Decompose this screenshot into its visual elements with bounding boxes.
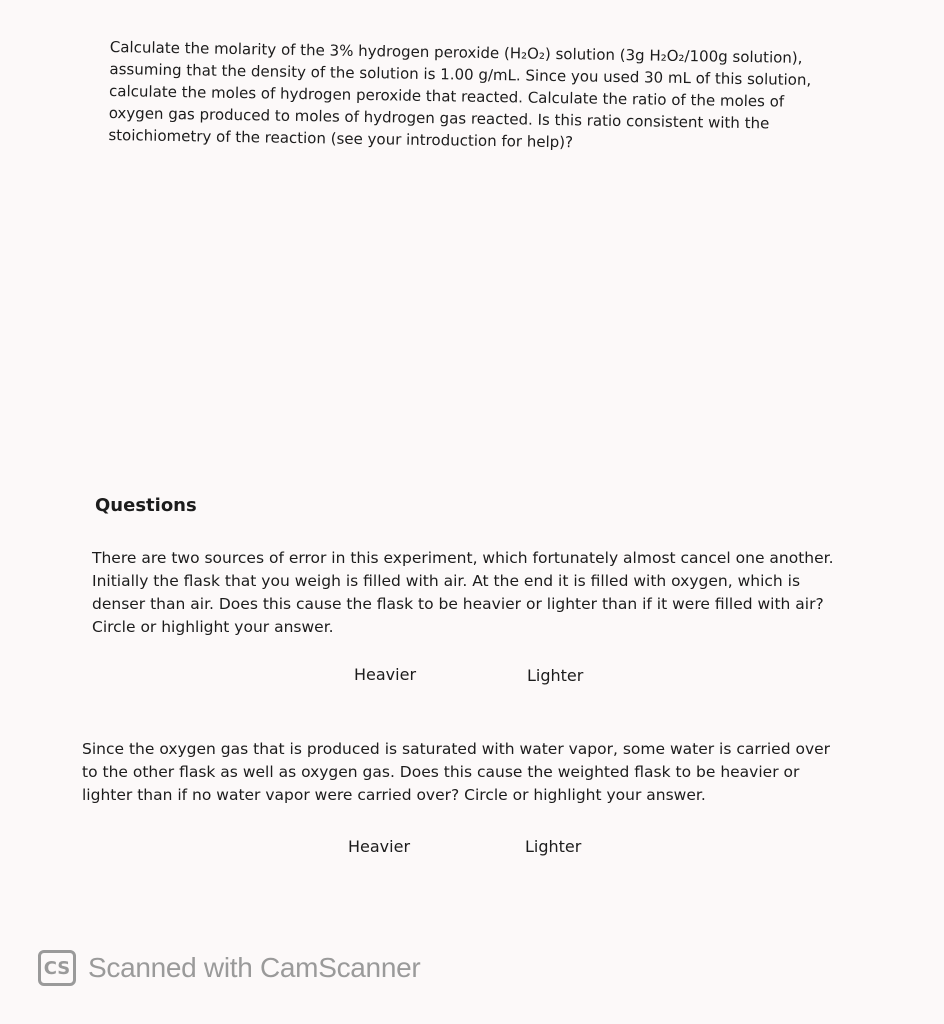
q1-line-1: There are two sources of error in this experiment, which fortunately almost cancel one another. bbox=[92, 549, 834, 567]
q1-line-2: Initially the flask that you weigh is filled with air. At the end it is filled with oxygen, which is bbox=[92, 572, 801, 590]
question-2 bbox=[82, 738, 852, 807]
camscanner-logo-icon: CS bbox=[38, 950, 76, 986]
q2-line-2: to the other flask as well as oxygen gas. Does this cause the weighted flask to be heavier or bbox=[82, 763, 800, 781]
q2-line-1: Since the oxygen gas that is produced is saturated with water vapor, some water is carried over bbox=[82, 740, 831, 758]
camscanner-watermark bbox=[38, 950, 420, 986]
q1-option-heavier[interactable]: Heavier bbox=[354, 665, 417, 684]
questions-heading: Questions bbox=[95, 495, 197, 516]
watermark-text: Scanned with CamScanner bbox=[88, 952, 421, 983]
intro-paragraph bbox=[108, 36, 820, 157]
intro-line-3: calculate the moles of hydrogen peroxide that reacted. Calculate the ratio of the moles of bbox=[108, 81, 785, 111]
q1-line-3: denser than air. Does this cause the flask to be heavier or lighter than if it were filled with air? bbox=[92, 595, 824, 613]
q2-line-3: lighter than if no water vapor were carried over? Circle or highlight your answer. bbox=[82, 786, 706, 804]
intro-line-5: stoichiometry of the reaction (see your introduction for help)? bbox=[108, 125, 574, 152]
q1-option-lighter[interactable]: Lighter bbox=[527, 666, 584, 685]
intro-line-2: assuming that the density of the solution is 1.00 g/mL. Since you used 30 mL of this solution, bbox=[109, 59, 812, 90]
q2-option-heavier[interactable]: Heavier bbox=[348, 837, 411, 856]
intro-line-4: oxygen gas produced to moles of hydrogen gas reacted. Is this ratio consistent with the bbox=[108, 103, 770, 133]
intro-line-1: Calculate the molarity of the 3% hydrogen peroxide (H₂O₂) solution (3g H₂O₂/100g solution), bbox=[109, 37, 803, 67]
q1-line-4: Circle or highlight your answer. bbox=[92, 618, 334, 636]
question-1 bbox=[92, 547, 852, 639]
q2-option-lighter[interactable]: Lighter bbox=[525, 837, 582, 856]
